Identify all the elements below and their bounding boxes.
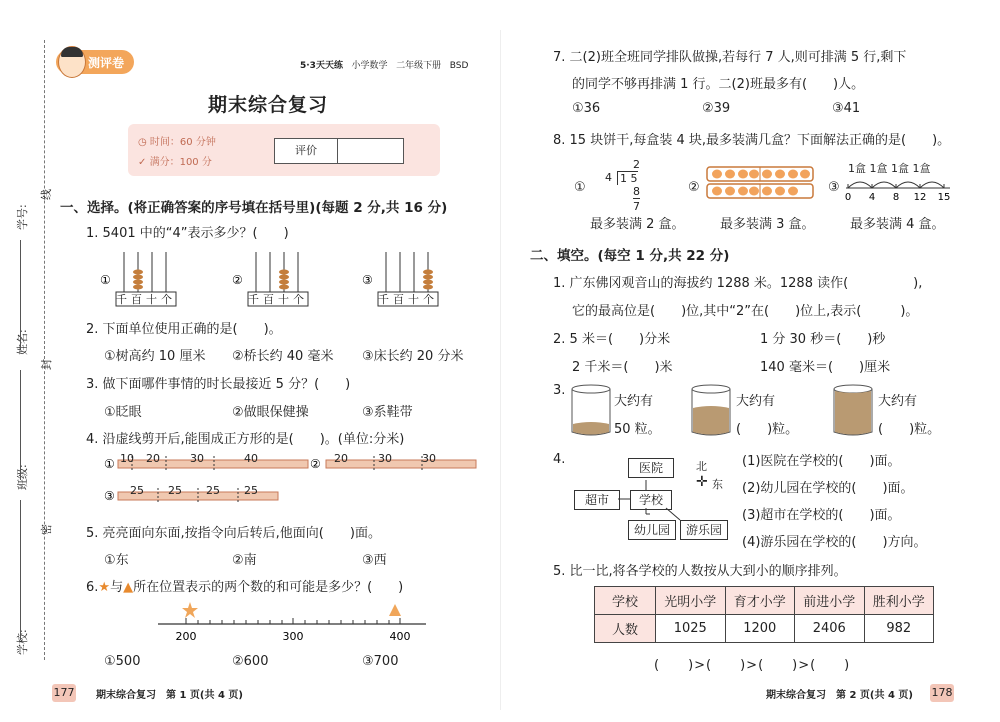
fill-1-line2: 它的最高位是( )位,其中“2”在( )位上,表示( )。: [572, 304, 919, 319]
q8-option-2-marker[interactable]: ②: [688, 180, 700, 195]
option-2-marker: ②: [232, 273, 243, 287]
box-labels: 1盒 1盒 1盒 1盒: [848, 162, 931, 175]
table-cell: 1200: [725, 615, 795, 643]
strip-1-lengths: 10 20 30 40: [120, 452, 258, 465]
evaluation-box[interactable]: [274, 138, 404, 164]
q8-caption-3: 最多装满 4 盒。: [850, 217, 945, 232]
q6-option-1[interactable]: ①500: [104, 654, 141, 669]
jar-2-label: 大约有: [736, 394, 776, 409]
q5-option-1[interactable]: ①东: [104, 553, 129, 568]
compass-north: 北: [696, 460, 707, 473]
badge-label: 测评卷: [88, 56, 125, 70]
svg-text:②: ②: [310, 457, 321, 471]
avatar-icon: [58, 46, 86, 78]
fill-2d: 140 毫米＝( )厘米: [760, 360, 891, 375]
question-1: 1. 5401 中的“4”表示多少？( ): [86, 226, 289, 241]
seal-line: [44, 40, 45, 660]
check-icon: ✓: [138, 157, 147, 168]
q3-option-3[interactable]: ③系鞋带: [362, 405, 413, 420]
jar-3-count: ( )粒。: [878, 422, 941, 437]
abacus-place-labels-2: 千百十个: [248, 293, 308, 306]
q2-option-3[interactable]: ③床长约 20 分米: [362, 349, 464, 364]
q6-option-3[interactable]: ③700: [362, 654, 399, 669]
fill-line: [20, 500, 21, 640]
page-number-right: 178: [930, 684, 954, 702]
table-cell: 人数: [595, 615, 656, 643]
strip-3-lengths: 25 25 25 25: [130, 484, 258, 497]
book-header: [300, 58, 468, 71]
table-cell: 1025: [656, 615, 726, 643]
option-1-marker: ①: [100, 273, 111, 287]
page-fold: [500, 30, 501, 710]
seal-mark-line: 线: [40, 189, 53, 200]
jar-3-label: 大约有: [878, 394, 918, 409]
fill-line: [20, 240, 21, 350]
time-limit: 时间：60 分钟: [149, 137, 216, 148]
table-header: 前进小学: [795, 587, 865, 615]
fill-4-item-1: (1)医院在学校的( )面。: [742, 454, 901, 469]
question-8: 8. 15 块饼干,每盒装 4 块,最多装满几盒？下面解法正确的是( )。: [553, 133, 951, 148]
clock-icon: ◷: [138, 137, 147, 148]
name-label: 姓名:: [16, 329, 29, 355]
q8-option-1-marker[interactable]: ①: [574, 180, 586, 195]
cookie-boxes: [706, 166, 816, 200]
question-2: 2. 下面单位使用正确的是( )。: [86, 322, 282, 337]
q5-option-2[interactable]: ②南: [232, 553, 257, 568]
jar-3: [832, 384, 874, 438]
page-number-left: 177: [52, 684, 76, 702]
question-6: 6.★与▲所在位置表示的两个数的和可能是多少？( ): [86, 580, 404, 595]
table-header: 光明小学: [656, 587, 726, 615]
svg-text:400: 400: [389, 630, 411, 643]
footer-caption-right: 期末综合复习 第 2 页(共 4 页): [766, 690, 913, 701]
fill-5-text: 5. 比一比,将各学校的人数按从大到小的顺序排列。: [553, 564, 847, 579]
abacus-place-labels-1: 千百十个: [116, 293, 176, 306]
table-header: 学校: [595, 587, 656, 615]
jar-1: [570, 384, 612, 438]
fill-1-line1: 1. 广东佛冈观音山的海拔约 1288 米。1288 读作( ),: [553, 276, 923, 291]
fill-2c: 2 千米＝( )米: [572, 360, 673, 375]
edition-name: BSD: [449, 61, 469, 71]
fill-3-number: 3.: [553, 383, 566, 398]
q6-option-2[interactable]: ②600: [232, 654, 269, 669]
svg-text:①: ①: [104, 457, 115, 471]
svg-text:8: 8: [892, 192, 900, 203]
q7-option-2[interactable]: ②39: [702, 101, 731, 116]
q8-caption-2: 最多装满 3 盒。: [720, 217, 815, 232]
map-supermarket: 超市: [574, 490, 620, 510]
table-header-row: [595, 587, 934, 615]
map-park: 游乐园: [680, 520, 728, 540]
series-name: 5·3天天练: [300, 61, 343, 71]
jar-2-count: ( )粒。: [736, 422, 799, 437]
grade-name: 二年级下册: [396, 61, 442, 71]
map-hospital: 医院: [628, 458, 674, 478]
svg-text:300: 300: [282, 630, 304, 643]
table-cell: 2406: [795, 615, 865, 643]
fill-4-item-4: (4)游乐园在学校的( )方向。: [742, 535, 927, 550]
option-3-marker: ③: [362, 273, 373, 287]
q3-option-2[interactable]: ②做眼保健操: [232, 405, 309, 420]
fill-line: [20, 370, 21, 480]
jar-1-count: 50 粒。: [614, 422, 661, 437]
triangle-icon: ▲: [123, 580, 134, 595]
section1-title: 一、选择。(将正确答案的序号填在括号里)(每题 2 分,共 16 分): [60, 200, 448, 216]
compass-icon: ✛: [696, 474, 708, 490]
number-line-q6: [150, 600, 440, 646]
table-row: [595, 615, 934, 643]
jar-1-label: 大约有: [614, 394, 654, 409]
svg-text:4: 4: [868, 192, 876, 203]
grouping-number-line: [842, 174, 954, 204]
q2-option-1[interactable]: ①树高约 10 厘米: [104, 349, 206, 364]
svg-text:0: 0: [844, 192, 852, 203]
table-header: 育才小学: [725, 587, 795, 615]
q7-option-1[interactable]: ①36: [572, 101, 601, 116]
star-icon: ★: [98, 580, 111, 595]
q3-option-1[interactable]: ①眨眼: [104, 405, 142, 420]
fill-2b: 1 分 30 秒＝( )秒: [760, 332, 886, 347]
section2-title: 二、填空。(每空 1 分,共 22 分): [530, 248, 730, 264]
svg-text:200: 200: [175, 630, 197, 643]
fill-2a: 2. 5 米＝( )分米: [553, 332, 671, 347]
seal-mark-mi: 密: [40, 524, 53, 535]
strip-2-lengths: 20 30 30: [334, 452, 436, 465]
fill-4-item-3: (3)超市在学校的( )面。: [742, 508, 901, 523]
school-label: 学校:: [16, 629, 29, 655]
page-title: 期末综合复习: [208, 94, 329, 116]
table-header: 胜利小学: [864, 587, 934, 615]
seal-mark-feng: 封: [40, 359, 53, 370]
full-score: 满分：100 分: [149, 157, 212, 168]
question-7-line1: 7. 二(2)班全班同学排队做操,若每行 7 人,则可排满 5 行,剩下: [553, 50, 907, 65]
map-school: 学校: [630, 490, 672, 510]
fill-4-number: 4.: [553, 452, 566, 467]
question-7-line2: 的同学不够再排满 1 行。二(2)班最多有( )人。: [572, 77, 865, 92]
evaluation-label: 评价: [275, 139, 338, 163]
jar-2: [690, 384, 732, 438]
q7-option-3[interactable]: ③41: [832, 101, 861, 116]
q8-option-3-marker[interactable]: ③: [828, 180, 840, 195]
binding-gutter: [0, 0, 52, 722]
class-label: 班级:: [16, 464, 29, 490]
long-division: 2 4 1 5 8 7: [605, 158, 640, 213]
question-4: 4. 沿虚线剪开后,能围成正方形的是( )。(单位:分米): [86, 432, 405, 447]
svg-text:③: ③: [104, 489, 115, 503]
student-id-label: 学号:: [16, 204, 29, 230]
test-badge: [56, 50, 134, 74]
info-panel: [128, 124, 440, 176]
compass-east: 东: [712, 478, 723, 491]
svg-text:12: 12: [913, 192, 927, 203]
fill-4-item-2: (2)幼儿园在学校的( )面。: [742, 481, 914, 496]
footer-caption-left: 期末综合复习 第 1 页(共 4 页): [96, 690, 243, 701]
q5-option-3[interactable]: ③西: [362, 553, 387, 568]
q8-caption-1: 最多装满 2 盒。: [590, 217, 685, 232]
table-cell: 982: [864, 615, 934, 643]
ordering-blanks[interactable]: ( )>( )>( )>( ): [654, 658, 851, 673]
svg-text:15: 15: [937, 192, 951, 203]
q2-option-2[interactable]: ②桥长约 40 毫米: [232, 349, 334, 364]
map-kindergarten: 幼儿园: [628, 520, 676, 540]
subject-name: 小学数学: [351, 61, 388, 71]
abacus-place-labels-3: 千百十个: [378, 293, 438, 306]
school-population-table: [594, 586, 934, 643]
question-3: 3. 做下面哪件事情的时长最接近 5 分？( ): [86, 377, 351, 392]
question-5: 5. 亮亮面向东面,按指令向后转后,他面向( )面。: [86, 526, 381, 541]
